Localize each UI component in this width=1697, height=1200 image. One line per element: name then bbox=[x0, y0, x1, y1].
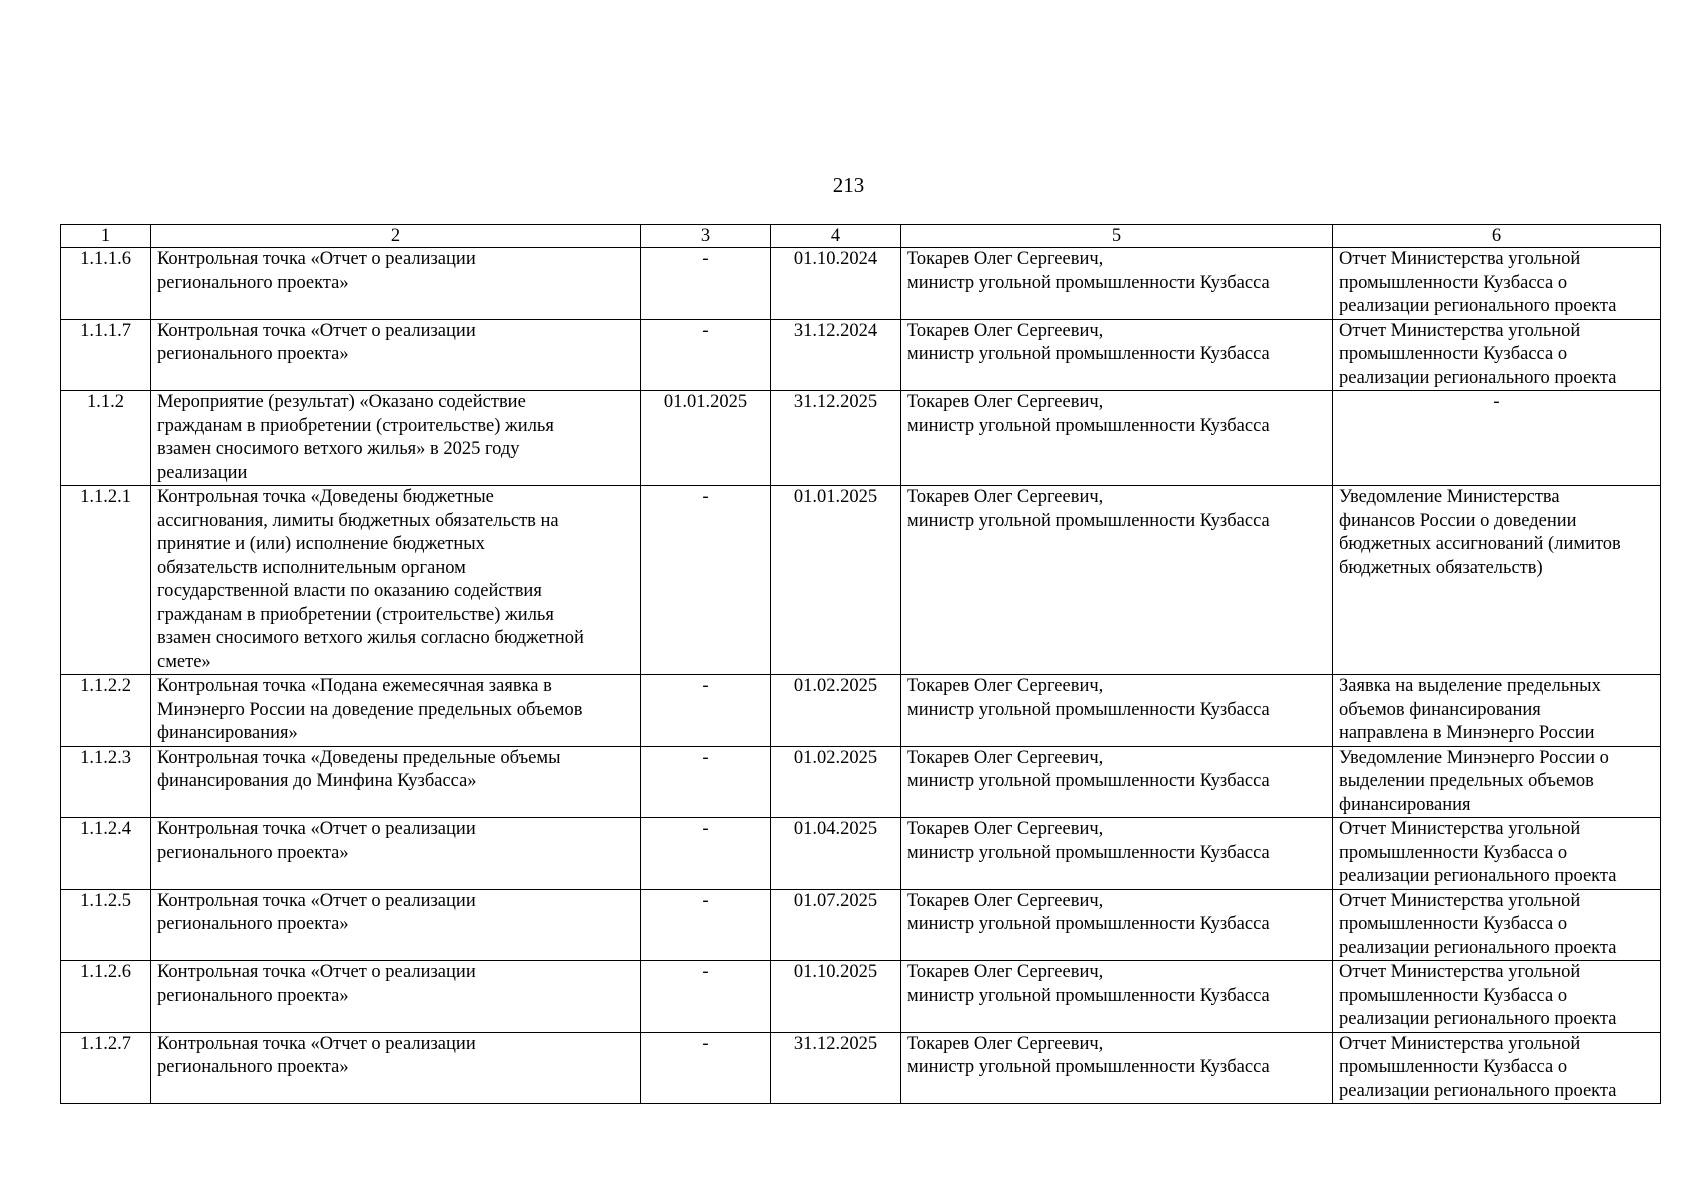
event-name-cell-line: регионального проекта» bbox=[157, 842, 349, 863]
document-cell bbox=[1333, 818, 1661, 890]
responsible-cell-line: Токарев Олег Сергеевич, bbox=[907, 676, 1104, 696]
document-cell-line: Отчет Министерства угольной bbox=[1339, 890, 1581, 911]
document-cell bbox=[1333, 248, 1661, 320]
responsible-cell-line: министр угольной промышленности Кузбасса bbox=[907, 985, 1270, 1006]
event-name-cell-line: принятие и (или) исполнение бюджетных bbox=[157, 534, 485, 554]
end-date-cell: 31.12.2025 bbox=[771, 1032, 901, 1104]
responsible-cell-line: Токарев Олег Сергеевич, bbox=[907, 890, 1104, 911]
document-cell-line: Отчет Министерства угольной bbox=[1339, 819, 1581, 839]
responsible-cell-line: министр угольной промышленности Кузбасса bbox=[907, 344, 1270, 364]
start-date-cell: 01.01.2025 bbox=[641, 391, 771, 486]
document-cell bbox=[1333, 675, 1661, 747]
end-date-cell: 31.12.2024 bbox=[771, 319, 901, 391]
start-date-cell: - bbox=[641, 675, 771, 747]
responsible-cell-line: министр угольной промышленности Кузбасса bbox=[907, 510, 1270, 531]
start-date-cell: - bbox=[641, 319, 771, 391]
end-date-cell: 01.01.2025 bbox=[771, 486, 901, 675]
responsible-cell bbox=[901, 486, 1333, 675]
document-cell-line: выделении предельных объемов bbox=[1339, 771, 1594, 791]
column-header: 5 bbox=[901, 225, 1333, 248]
document-cell-line: реализации регионального проекта bbox=[1339, 1080, 1617, 1101]
document-cell-line: - bbox=[1493, 392, 1500, 412]
event-name-cell-line: регионального проекта» bbox=[157, 272, 349, 293]
table-row bbox=[61, 1032, 1661, 1104]
event-name-cell-line: Контрольная точка «Доведены бюджетные bbox=[157, 487, 494, 507]
event-name-cell-line: гражданам в приобретении (строительстве) жилья bbox=[157, 415, 554, 436]
document-cell-line: реализации регионального проекта bbox=[1339, 866, 1617, 886]
event-name-cell bbox=[151, 319, 641, 391]
event-name-cell-line: Мероприятие (результат) «Оказано содействие bbox=[157, 392, 526, 412]
event-name-cell-line: регионального проекта» bbox=[157, 914, 349, 934]
end-date-cell: 01.04.2025 bbox=[771, 818, 901, 890]
row-number-cell: 1.1.2.3 bbox=[61, 746, 151, 818]
start-date-cell: - bbox=[641, 961, 771, 1033]
row-number-cell: 1.1.2.4 bbox=[61, 818, 151, 890]
end-date-cell: 01.10.2025 bbox=[771, 961, 901, 1033]
event-name-cell-line: Контрольная точка «Отчет о реализации bbox=[157, 1033, 476, 1054]
event-name-cell bbox=[151, 889, 641, 961]
document-cell-line: Уведомление Минэнерго России о bbox=[1339, 747, 1609, 768]
responsible-cell bbox=[901, 961, 1333, 1033]
event-name-cell-line: Контрольная точка «Отчет о реализации bbox=[157, 249, 476, 269]
responsible-cell-line: Токарев Олег Сергеевич, bbox=[907, 392, 1104, 412]
responsible-cell-line: министр угольной промышленности Кузбасса bbox=[907, 1057, 1270, 1077]
document-cell-line: направлена в Минэнерго России bbox=[1339, 723, 1595, 743]
document-cell bbox=[1333, 746, 1661, 818]
event-name-cell-line: обязательств исполнительным органом bbox=[157, 557, 466, 578]
document-cell bbox=[1333, 1032, 1661, 1104]
table-row bbox=[61, 746, 1661, 818]
event-name-cell-line: регионального проекта» bbox=[157, 344, 349, 364]
event-name-cell-line: финансирования до Минфина Кузбасса» bbox=[157, 771, 477, 791]
event-name-cell-line: Контрольная точка «Отчет о реализации bbox=[157, 890, 476, 911]
responsible-cell bbox=[901, 889, 1333, 961]
event-name-cell-line: взамен сносимого ветхого жилья согласно бюджетной bbox=[157, 628, 584, 648]
event-name-cell bbox=[151, 675, 641, 747]
table-row bbox=[61, 961, 1661, 1033]
document-cell-line: бюджетных ассигнований (лимитов bbox=[1339, 534, 1621, 554]
document-cell-line: финансов России о доведении bbox=[1339, 510, 1577, 531]
document-cell bbox=[1333, 961, 1661, 1033]
event-name-cell bbox=[151, 1032, 641, 1104]
event-name-cell bbox=[151, 248, 641, 320]
document-cell-line: реализации регионального проекта bbox=[1339, 296, 1617, 316]
table-row bbox=[61, 319, 1661, 391]
table-row bbox=[61, 818, 1661, 890]
document-cell-line: финансирования bbox=[1339, 794, 1471, 815]
responsible-cell-line: Токарев Олег Сергеевич, bbox=[907, 962, 1104, 982]
row-number-cell: 1.1.2.2 bbox=[61, 675, 151, 747]
responsible-cell-line: Токарев Олег Сергеевич, bbox=[907, 249, 1104, 269]
document-cell-line: Заявка на выделение предельных bbox=[1339, 676, 1601, 696]
table-row bbox=[61, 486, 1661, 675]
header-row bbox=[61, 225, 1661, 248]
column-header: 3 bbox=[641, 225, 771, 248]
row-number-cell: 1.1.1.7 bbox=[61, 319, 151, 391]
row-number-cell: 1.1.2.6 bbox=[61, 961, 151, 1033]
responsible-cell bbox=[901, 391, 1333, 486]
column-header: 6 bbox=[1333, 225, 1661, 248]
document-cell-line: промышленности Кузбасса о bbox=[1339, 985, 1568, 1006]
document-cell-line: реализации регионального проекта bbox=[1339, 1009, 1617, 1029]
event-name-cell-line: Контрольная точка «Отчет о реализации bbox=[157, 320, 476, 341]
responsible-cell-line: Токарев Олег Сергеевич, bbox=[907, 1033, 1104, 1054]
responsible-cell bbox=[901, 319, 1333, 391]
event-name-cell-line: Минэнерго России на доведение предельных объемов bbox=[157, 699, 583, 720]
column-header: 2 bbox=[151, 225, 641, 248]
document-cell-line: Отчет Министерства угольной bbox=[1339, 962, 1581, 982]
document-cell-line: промышленности Кузбасса о bbox=[1339, 272, 1568, 293]
document-cell bbox=[1333, 391, 1661, 486]
responsible-cell-line: Токарев Олег Сергеевич, bbox=[907, 487, 1104, 507]
responsible-cell bbox=[901, 746, 1333, 818]
event-name-cell-line: ассигнования, лимиты бюджетных обязательств на bbox=[157, 510, 559, 531]
document-cell-line: реализации регионального проекта bbox=[1339, 937, 1617, 958]
table-body bbox=[61, 248, 1661, 1104]
column-header: 4 bbox=[771, 225, 901, 248]
document-cell-line: промышленности Кузбасса о bbox=[1339, 1057, 1568, 1077]
start-date-cell: - bbox=[641, 818, 771, 890]
event-name-cell-line: регионального проекта» bbox=[157, 985, 349, 1006]
row-number-cell: 1.1.2 bbox=[61, 391, 151, 486]
event-name-cell-line: гражданам в приобретении (строительстве) жилья bbox=[157, 604, 554, 625]
responsible-cell-line: Токарев Олег Сергеевич, bbox=[907, 747, 1104, 768]
event-name-cell-line: смете» bbox=[157, 651, 211, 672]
responsible-cell-line: министр угольной промышленности Кузбасса bbox=[907, 699, 1270, 720]
responsible-cell-line: Токарев Олег Сергеевич, bbox=[907, 320, 1104, 341]
end-date-cell: 01.07.2025 bbox=[771, 889, 901, 961]
start-date-cell: - bbox=[641, 889, 771, 961]
event-name-cell-line: взамен сносимого ветхого жилья» в 2025 году bbox=[157, 439, 520, 459]
document-cell-line: промышленности Кузбасса о bbox=[1339, 842, 1568, 863]
document-cell bbox=[1333, 889, 1661, 961]
document-cell-line: Отчет Министерства угольной bbox=[1339, 320, 1581, 341]
responsible-cell-line: Токарев Олег Сергеевич, bbox=[907, 819, 1104, 839]
end-date-cell: 01.10.2024 bbox=[771, 248, 901, 320]
responsible-cell bbox=[901, 1032, 1333, 1104]
column-header: 1 bbox=[61, 225, 151, 248]
document-cell-line: бюджетных обязательств) bbox=[1339, 557, 1543, 578]
event-name-cell-line: государственной власти по оказанию содействия bbox=[157, 581, 542, 601]
event-name-cell bbox=[151, 818, 641, 890]
event-name-cell-line: Контрольная точка «Доведены предельные объемы bbox=[157, 747, 561, 768]
event-name-cell bbox=[151, 961, 641, 1033]
page-number: 213 bbox=[832, 173, 865, 197]
responsible-cell-line: министр угольной промышленности Кузбасса bbox=[907, 771, 1270, 791]
event-name-cell-line: реализации bbox=[157, 462, 248, 483]
document-cell bbox=[1333, 486, 1661, 675]
control-points-table bbox=[60, 224, 1661, 1104]
row-number-cell: 1.1.2.7 bbox=[61, 1032, 151, 1104]
table-row bbox=[61, 391, 1661, 486]
event-name-cell-line: Контрольная точка «Подана ежемесячная заявка в bbox=[157, 676, 552, 696]
end-date-cell: 31.12.2025 bbox=[771, 391, 901, 486]
row-number-cell: 1.1.1.6 bbox=[61, 248, 151, 320]
start-date-cell: - bbox=[641, 486, 771, 675]
event-name-cell-line: регионального проекта» bbox=[157, 1057, 349, 1077]
responsible-cell-line: министр угольной промышленности Кузбасса bbox=[907, 842, 1270, 863]
responsible-cell bbox=[901, 675, 1333, 747]
table-row bbox=[61, 889, 1661, 961]
document-cell-line: Отчет Министерства угольной bbox=[1339, 249, 1581, 269]
document-cell-line: промышленности Кузбасса о bbox=[1339, 914, 1568, 934]
event-name-cell bbox=[151, 391, 641, 486]
responsible-cell-line: министр угольной промышленности Кузбасса bbox=[907, 415, 1270, 436]
table-row bbox=[61, 675, 1661, 747]
table-row bbox=[61, 248, 1661, 320]
event-name-cell-line: Контрольная точка «Отчет о реализации bbox=[157, 962, 476, 982]
start-date-cell: - bbox=[641, 248, 771, 320]
responsible-cell-line: министр угольной промышленности Кузбасса bbox=[907, 272, 1270, 293]
row-number-cell: 1.1.2.1 bbox=[61, 486, 151, 675]
start-date-cell: - bbox=[641, 1032, 771, 1104]
start-date-cell: - bbox=[641, 746, 771, 818]
document-cell-line: Отчет Министерства угольной bbox=[1339, 1033, 1581, 1054]
event-name-cell bbox=[151, 746, 641, 818]
end-date-cell: 01.02.2025 bbox=[771, 675, 901, 747]
responsible-cell bbox=[901, 818, 1333, 890]
document-cell-line: объемов финансирования bbox=[1339, 699, 1541, 720]
row-number-cell: 1.1.2.5 bbox=[61, 889, 151, 961]
document-cell-line: реализации регионального проекта bbox=[1339, 367, 1617, 388]
end-date-cell: 01.02.2025 bbox=[771, 746, 901, 818]
document-cell-line: Уведомление Министерства bbox=[1339, 487, 1560, 507]
table-header bbox=[61, 225, 1661, 248]
document-cell bbox=[1333, 319, 1661, 391]
event-name-cell bbox=[151, 486, 641, 675]
responsible-cell bbox=[901, 248, 1333, 320]
event-name-cell-line: Контрольная точка «Отчет о реализации bbox=[157, 819, 476, 839]
document-cell-line: промышленности Кузбасса о bbox=[1339, 344, 1568, 364]
event-name-cell-line: финансирования» bbox=[157, 723, 298, 743]
responsible-cell-line: министр угольной промышленности Кузбасса bbox=[907, 914, 1270, 934]
